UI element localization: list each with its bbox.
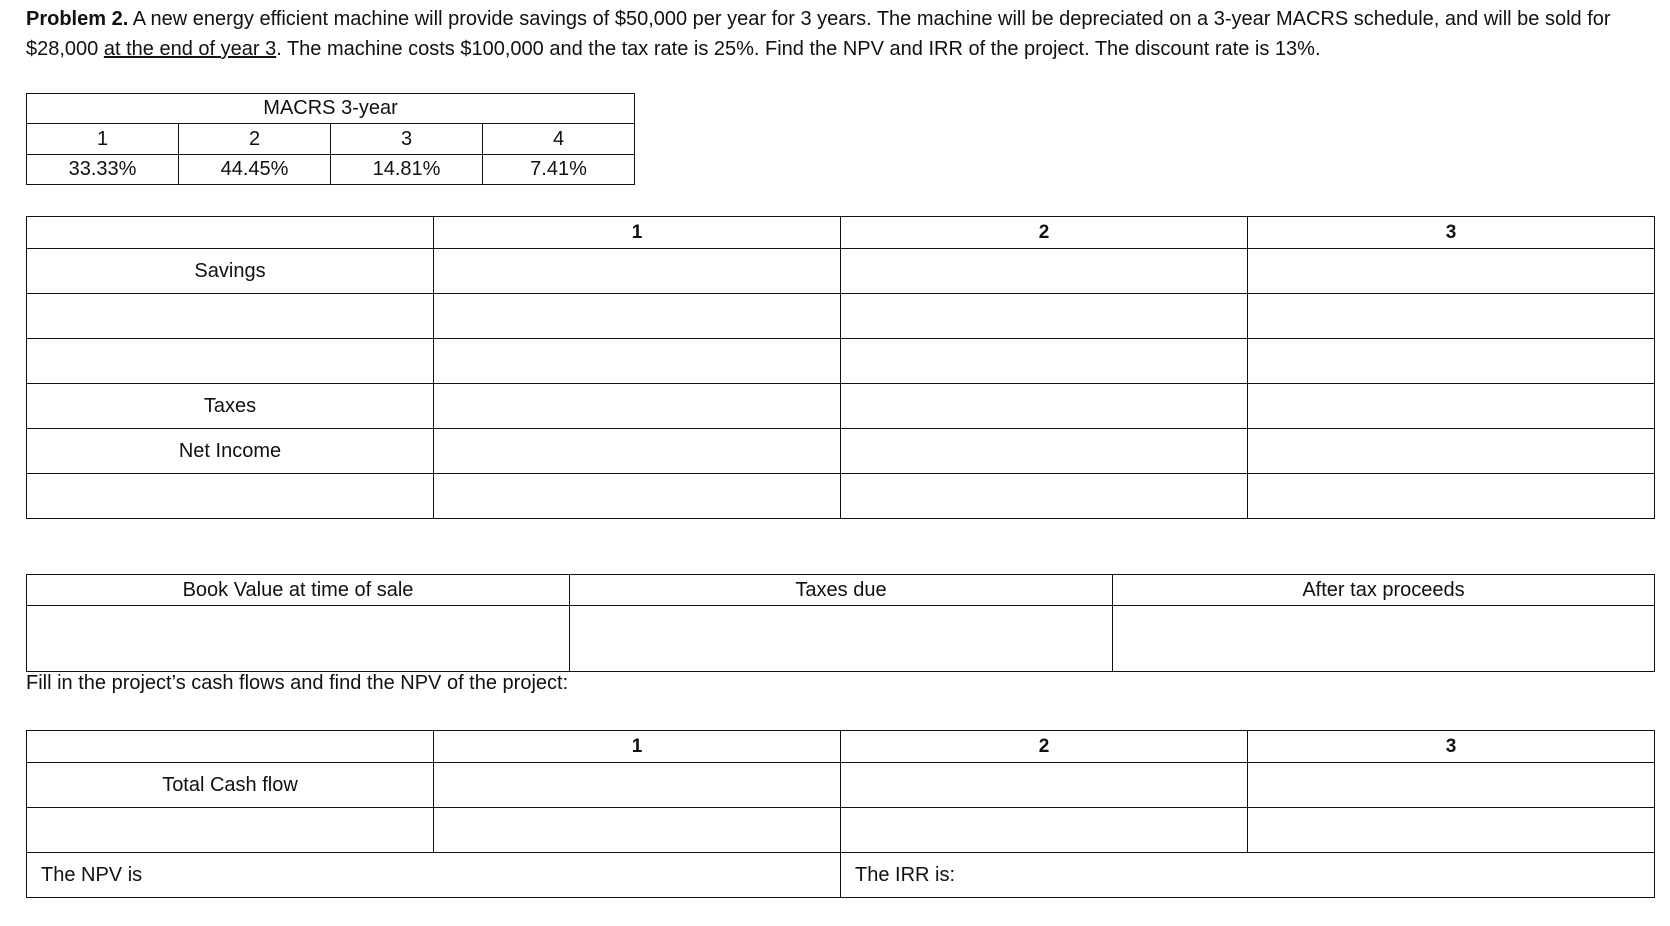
income-table [26,216,1655,519]
macrs-year-cell: 1 [27,124,179,155]
row-label-blank [27,339,434,384]
problem-underlined-text: at the end of year 3 [103,38,277,60]
cashflow-prompt: Fill in the project’s cash flows and find the NPV of the project: [26,672,569,694]
irr-label[interactable]: The IRR is: [841,853,1655,898]
input-cell[interactable] [434,429,841,474]
cashflow-table [26,730,1655,898]
input-cell[interactable] [1248,384,1655,429]
input-cell[interactable] [841,763,1248,808]
input-cell[interactable] [27,606,570,672]
input-cell[interactable] [1248,763,1655,808]
input-cell[interactable] [841,474,1248,519]
input-cell[interactable] [434,808,841,853]
macrs-rate-cell: 7.41% [483,155,635,185]
input-cell[interactable] [1248,808,1655,853]
input-cell[interactable] [1248,339,1655,384]
row-label-taxes: Taxes [27,384,434,429]
macrs-title: MACRS 3-year [27,94,635,124]
macrs-table [26,93,635,185]
input-cell[interactable] [434,763,841,808]
cashflow-header-cell [27,731,434,763]
row-label-savings: Savings [27,249,434,294]
input-cell[interactable] [1248,429,1655,474]
cashflow-header-year-3: 3 [1248,731,1655,763]
row-label-total-cash-flow: Total Cash flow [27,763,434,808]
input-cell[interactable] [841,339,1248,384]
problem-statement [26,4,1636,64]
macrs-rate-cell: 14.81% [331,155,483,185]
npv-label[interactable]: The NPV is [27,853,841,898]
income-header-year-3: 3 [1248,217,1655,249]
row-label-blank [27,474,434,519]
input-cell[interactable] [434,294,841,339]
input-cell[interactable] [434,384,841,429]
input-cell[interactable] [841,384,1248,429]
problem-text-after: . The machine costs $100,000 and the tax rate is 25%. Find the NPV and IRR of the project. The discount rate is 13%. [276,38,1321,60]
input-cell[interactable] [841,808,1248,853]
cashflow-header-year-1: 1 [434,731,841,763]
input-cell[interactable] [1248,474,1655,519]
input-cell[interactable] [434,339,841,384]
problem-label: Problem 2. [26,8,129,30]
macrs-year-cell: 4 [483,124,635,155]
input-cell[interactable] [434,474,841,519]
income-header-year-2: 2 [841,217,1248,249]
input-cell[interactable] [434,249,841,294]
input-cell[interactable] [1248,294,1655,339]
cashflow-header-year-2: 2 [841,731,1248,763]
income-header-cell [27,217,434,249]
input-cell[interactable] [570,606,1113,672]
sale-table [26,574,1655,672]
row-label-net-income: Net Income [27,429,434,474]
header-book-value: Book Value at time of sale [27,575,570,606]
input-cell[interactable] [1113,606,1655,672]
macrs-year-cell: 2 [179,124,331,155]
income-header-year-1: 1 [434,217,841,249]
problem-text-before: A new energy efficient machine will provide savings of $50,000 per year for 3 years. The machine will be depreciated on a 3-year MACRS schedule, and will be sold for $28,000 [26,8,1611,60]
header-taxes-due: Taxes due [570,575,1113,606]
input-cell[interactable] [1248,249,1655,294]
macrs-rate-cell: 44.45% [179,155,331,185]
row-label-blank [27,808,434,853]
header-after-tax-proceeds: After tax proceeds [1113,575,1655,606]
input-cell[interactable] [841,294,1248,339]
row-label-blank [27,294,434,339]
input-cell[interactable] [841,429,1248,474]
input-cell[interactable] [841,249,1248,294]
macrs-rate-cell: 33.33% [27,155,179,185]
macrs-year-cell: 3 [331,124,483,155]
